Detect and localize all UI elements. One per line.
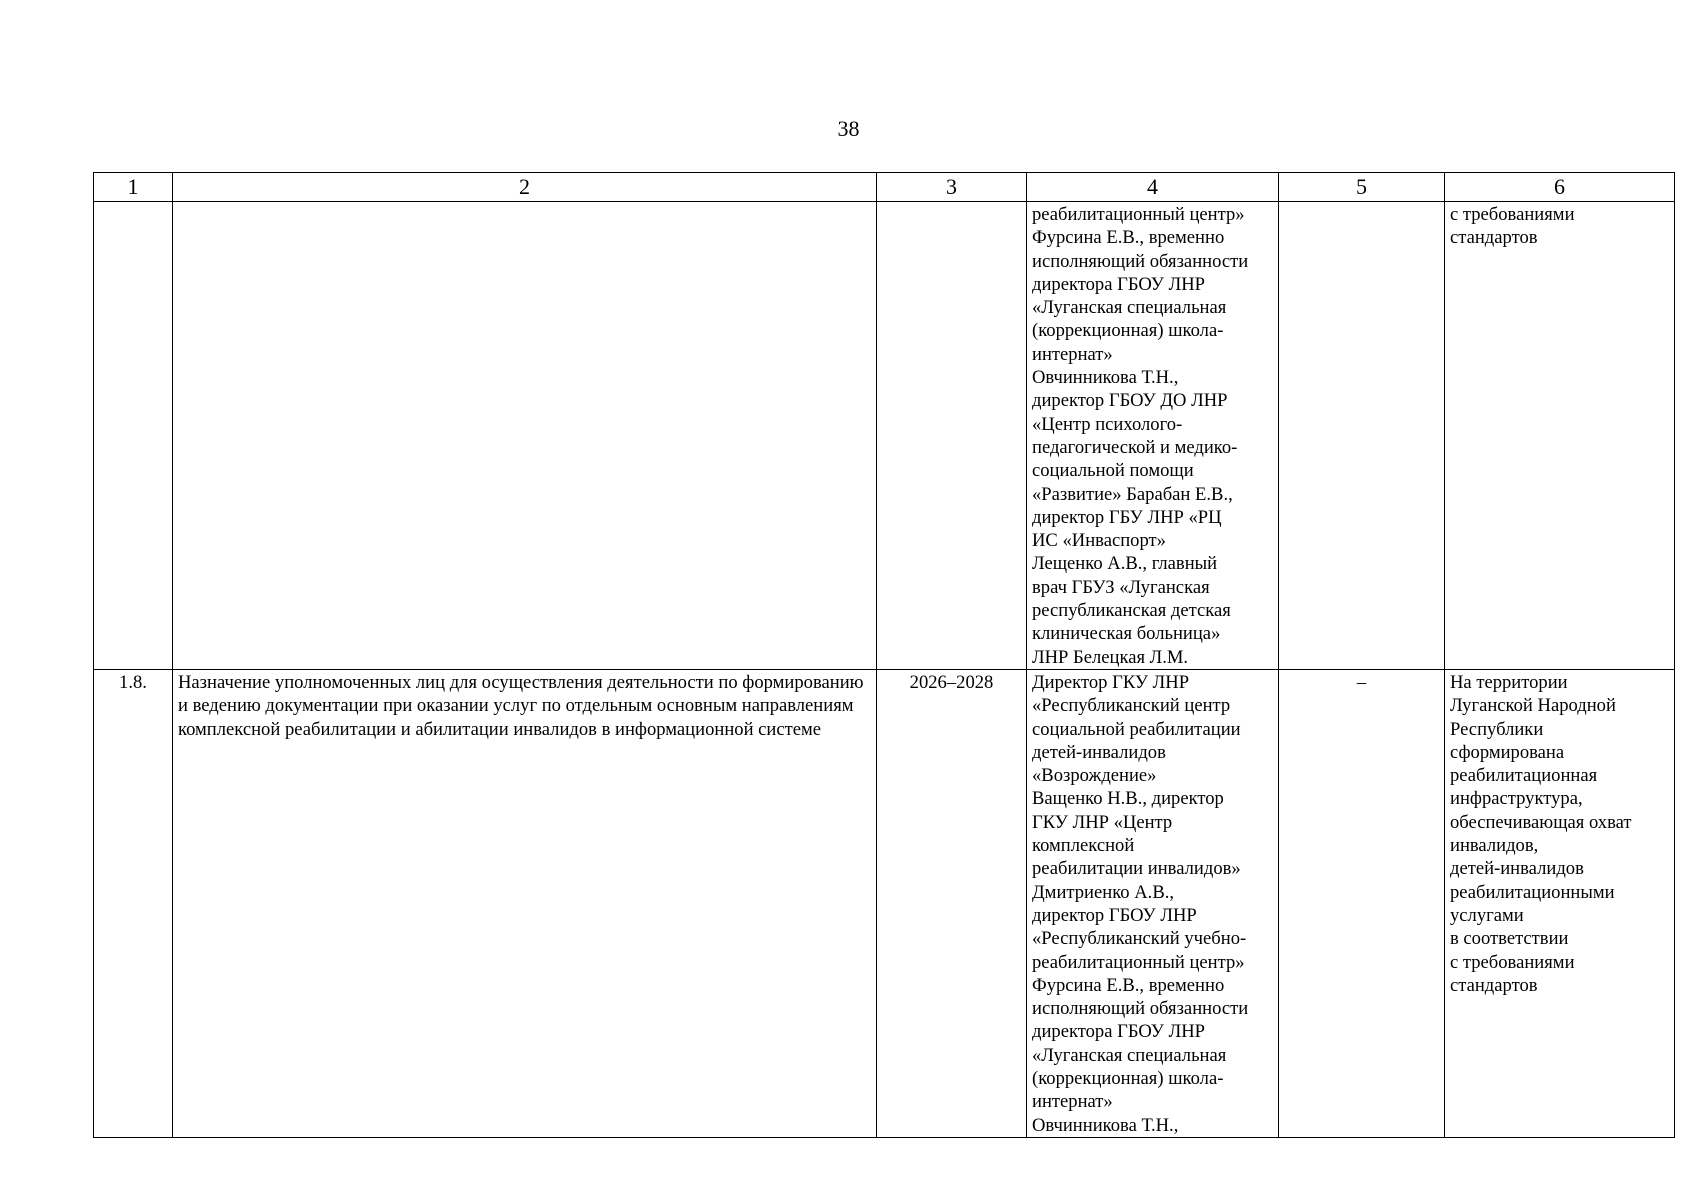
responsible-line: детей-инвалидов <box>1032 741 1166 763</box>
result-line: детей-инвалидов <box>1450 858 1584 880</box>
result-line: обеспечивающая охват <box>1450 811 1632 833</box>
responsible-line: Овчинникова Т.Н., <box>1032 367 1179 389</box>
responsible-line: «Возрождение» <box>1032 765 1157 787</box>
responsible-line: Фурсина Е.В., временно <box>1032 974 1225 996</box>
column-header-3: 3 <box>877 173 1027 202</box>
responsible-line: врач ГБУЗ «Луганская <box>1032 576 1210 598</box>
responsible-line: республиканская детская <box>1032 600 1231 622</box>
responsible-line: «Республиканский учебно- <box>1032 928 1247 950</box>
responsible-line: реабилитации инвалидов» <box>1032 858 1241 880</box>
result-line: стандартов <box>1450 974 1538 996</box>
column-header-5: 5 <box>1279 173 1445 202</box>
result-line: реабилитационными <box>1450 881 1615 903</box>
cell-responsible <box>1027 669 1279 1137</box>
table-row-continuation <box>94 202 1675 670</box>
responsible-line: социальной реабилитации <box>1032 718 1241 740</box>
result-line: На территории <box>1450 671 1568 693</box>
page-number: 38 <box>837 116 860 141</box>
responsible-line: Лещенко А.В., главный <box>1032 553 1218 575</box>
cell-result <box>1445 202 1675 670</box>
plan-table <box>93 172 1675 1138</box>
responsible-line: ЛНР Белецкая Л.М. <box>1032 646 1189 668</box>
responsible-line: «Луганская специальная <box>1032 1044 1227 1066</box>
responsible-line: «Республиканский центр <box>1032 695 1231 717</box>
responsible-line: директор ГБУ ЛНР «РЦ <box>1032 506 1222 528</box>
responsible-line: «Луганская специальная <box>1032 297 1227 319</box>
responsible-line: директора ГБОУ ЛНР <box>1032 1021 1205 1043</box>
responsible-line: интернат» <box>1032 1091 1113 1113</box>
responsible-line: директора ГБОУ ЛНР <box>1032 273 1205 295</box>
column-header-2: 2 <box>173 173 877 202</box>
result-line: с требованиями <box>1450 951 1575 973</box>
result-line: услугами <box>1450 904 1524 926</box>
cell-funding: – <box>1279 669 1445 1137</box>
cell-number: 1.8. <box>94 669 173 1137</box>
responsible-line: директор ГБОУ ДО ЛНР <box>1032 390 1228 412</box>
responsible-line: комплексной <box>1032 835 1135 857</box>
responsible-line: ИС «Инваспорт» <box>1032 530 1166 552</box>
cell-funding <box>1279 202 1445 670</box>
result-line: с требованиями <box>1450 204 1575 225</box>
responsible-line: ГКУ ЛНР «Центр <box>1032 811 1173 833</box>
responsible-line: Дмитриенко А.В., <box>1032 881 1175 903</box>
cell-period <box>877 202 1027 670</box>
result-line: сформирована <box>1450 741 1565 763</box>
cell-activity: Назначение уполномоченных лиц для осуществления деятельности по формированию и ведению документации при оказании услуг по отдельным основным направлениям комплексной реабилитации и абилитации инвалидов в информационной системе <box>173 669 877 1137</box>
responsible-line: реабилитационный центр» <box>1032 951 1245 973</box>
responsible-line: «Центр психолого- <box>1032 413 1183 435</box>
responsible-line: (коррекционная) школа- <box>1032 1067 1224 1089</box>
column-header-1: 1 <box>94 173 173 202</box>
result-line: Луганской Народной <box>1450 695 1616 717</box>
result-line: инвалидов, <box>1450 835 1539 857</box>
cell-activity <box>173 202 877 670</box>
result-line: инфраструктура, <box>1450 788 1583 810</box>
header-row <box>94 173 1675 202</box>
result-line: стандартов <box>1450 227 1538 249</box>
responsible-line: исполняющий обязанности <box>1032 250 1249 272</box>
responsible-line: клиническая больница» <box>1032 623 1221 645</box>
result-line: Республики <box>1450 718 1544 740</box>
responsible-line: исполняющий обязанности <box>1032 998 1249 1020</box>
responsible-line: Овчинникова Т.Н., <box>1032 1114 1179 1136</box>
result-line: реабилитационная <box>1450 765 1598 787</box>
cell-result <box>1445 669 1675 1137</box>
responsible-line: директор ГБОУ ЛНР <box>1032 904 1197 926</box>
responsible-line: социальной помощи <box>1032 460 1194 482</box>
responsible-line: (коррекционная) школа- <box>1032 320 1224 342</box>
responsible-line: Ващенко Н.В., директор <box>1032 788 1224 810</box>
responsible-line: «Развитие» Барабан Е.В., <box>1032 483 1233 505</box>
column-header-6: 6 <box>1445 173 1675 202</box>
column-header-4: 4 <box>1027 173 1279 202</box>
responsible-line: интернат» <box>1032 343 1113 365</box>
responsible-line: Директор ГКУ ЛНР <box>1032 671 1190 693</box>
cell-number <box>94 202 173 670</box>
cell-responsible <box>1027 202 1279 670</box>
responsible-line: Фурсина Е.В., временно <box>1032 227 1225 249</box>
responsible-line: реабилитационный центр» <box>1032 204 1245 225</box>
cell-period: 2026–2028 <box>877 669 1027 1137</box>
responsible-line: педагогической и медико- <box>1032 436 1238 458</box>
result-line: в соответствии <box>1450 928 1569 950</box>
table-row-1-8 <box>94 669 1675 1137</box>
